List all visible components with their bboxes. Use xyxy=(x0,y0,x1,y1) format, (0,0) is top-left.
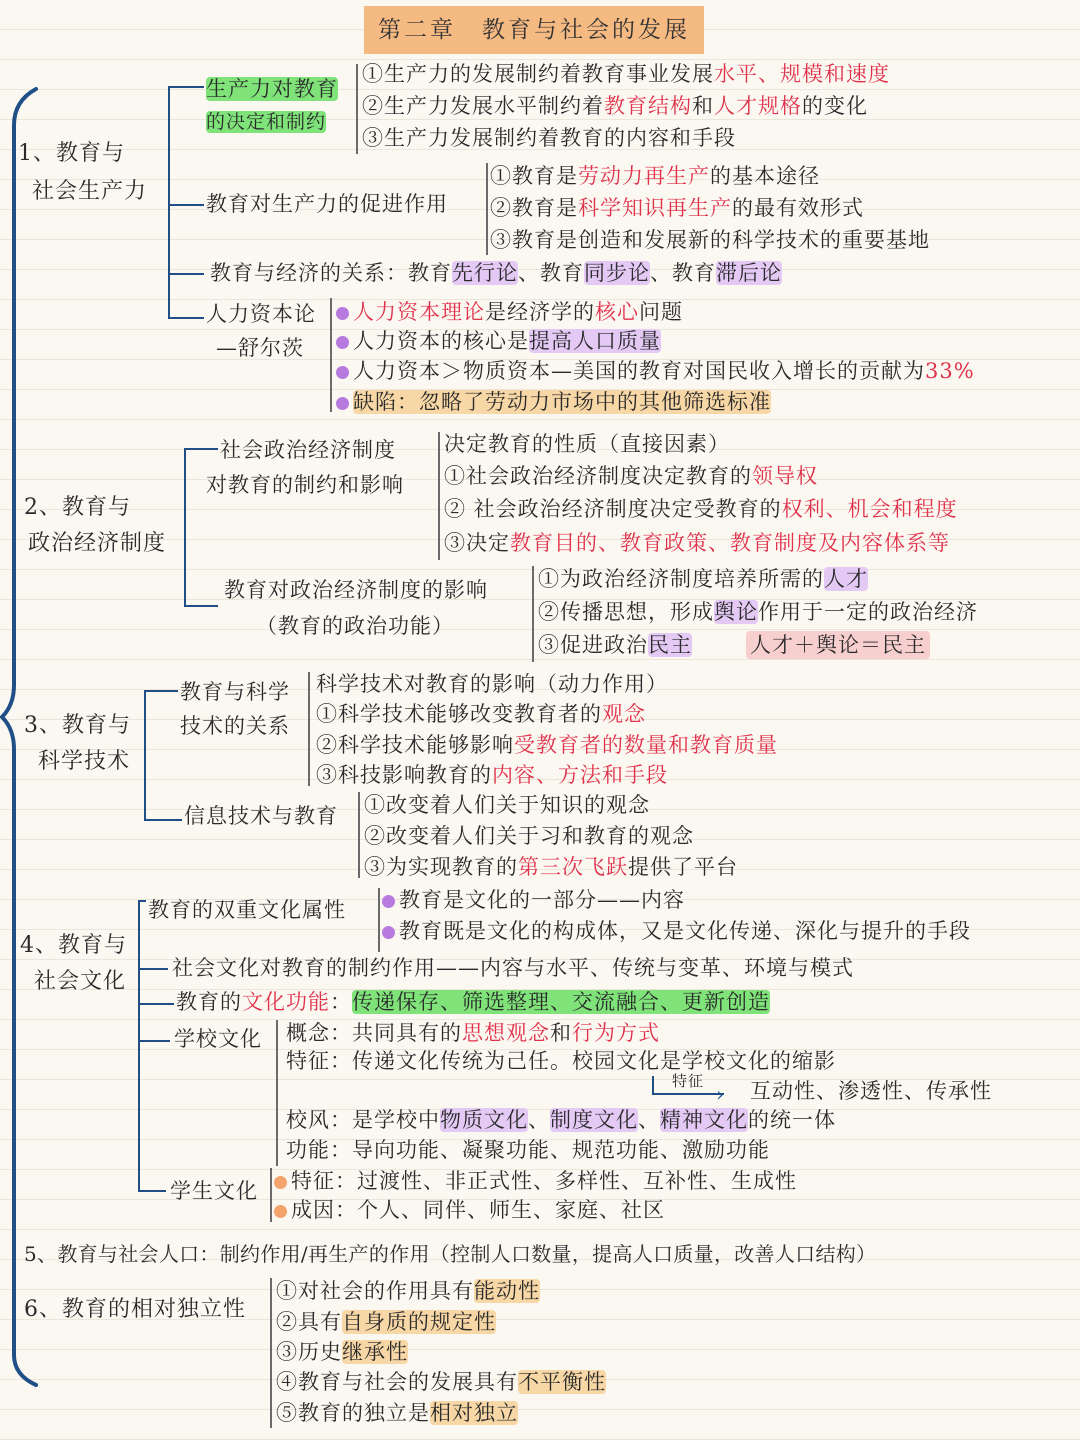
s1-b2: ②教育是科学知识再生产的最有效形式 xyxy=(490,196,864,220)
arrow-right-icon: › xyxy=(716,1082,725,1106)
s2-a-label-1: 社会政治经济制度 xyxy=(220,438,396,462)
s4-a-bar xyxy=(378,888,380,952)
s1-d-label-2: —舒尔茨 xyxy=(216,336,304,360)
s1-a3: ③生产力发展制约着教育的内容和手段 xyxy=(362,126,736,150)
s4-e-bar xyxy=(270,1168,272,1222)
s4-a2: 教育既是文化的构成体，又是文化传递、深化与提升的手段 xyxy=(382,917,971,945)
s3-a-bar xyxy=(308,672,310,786)
s3-branch-b xyxy=(144,819,182,821)
s4-branch-a xyxy=(138,900,146,902)
s4-a-label: 教育的双重文化属性 xyxy=(148,898,346,922)
bullet-dot-icon xyxy=(382,895,395,908)
s4-connector xyxy=(138,900,140,1192)
s2-b2: ②传播思想，形成舆论作用于一定的政治经济 xyxy=(538,600,978,624)
s2-a-bar xyxy=(438,432,440,560)
s3-b1: ①改变着人们关于知识的观念 xyxy=(364,793,650,817)
s3-b3: ③为实现教育的第三次飞跃提供了平台 xyxy=(364,855,738,879)
s1-b-bar xyxy=(486,163,488,255)
s1-d-bar xyxy=(330,298,332,412)
s2-a1: ①社会政治经济制度决定教育的领导权 xyxy=(444,464,818,488)
s1-a-label-2: 的决定和制约 xyxy=(206,111,327,133)
s4-d2-sub-label: 特征 xyxy=(672,1072,705,1090)
s1-d4: 缺陷：忽略了劳动力市场中的其他筛选标准 xyxy=(336,388,771,416)
s2-a2: ② 社会政治经济制度决定受教育的权利、机会和程度 xyxy=(444,497,958,521)
s3-heading-1: 3、教育与 xyxy=(24,713,131,738)
s1-connector xyxy=(168,86,170,318)
bullet-dot-icon xyxy=(336,307,349,320)
s2-heading-2: 政治经济制度 xyxy=(28,531,167,556)
s4-d2-sub-text: 互动性、渗透性、传承性 xyxy=(750,1079,992,1103)
s3-branch-a xyxy=(144,690,178,692)
s1-d1: 人力资本理论是经济学的核心问题 xyxy=(336,298,683,326)
s3-a1: ①科学技术能够改变教育者的观念 xyxy=(316,702,646,726)
s6-i3: ③历史继承性 xyxy=(276,1340,408,1364)
s1-b3: ③教育是创造和发展新的科学技术的重要基地 xyxy=(490,228,930,252)
bullet-dot-icon xyxy=(336,336,349,349)
s2-heading-1: 2、教育与 xyxy=(24,495,131,520)
s6-bar xyxy=(270,1278,272,1428)
bullet-dot-icon xyxy=(382,926,395,939)
s3-a2: ②科学技术能够影响受教育者的数量和教育质量 xyxy=(316,733,778,757)
s1-b-label: 教育对生产力的促进作用 xyxy=(206,192,448,216)
s4-d-label: 学校文化 xyxy=(174,1027,262,1051)
bullet-dot-icon xyxy=(336,366,349,379)
s2-a0: 决定教育的性质（直接因素） xyxy=(444,432,730,456)
s4-d4: 功能：导向功能、凝聚功能、规范功能、激励功能 xyxy=(286,1138,770,1162)
s5-text: 5、教育与社会人口：制约作用/再生产的作用（控制人口数量，提高人口质量，改善人口结构） xyxy=(24,1242,877,1266)
s6-i4: ④教育与社会的发展具有不平衡性 xyxy=(276,1370,606,1394)
s1-heading-1: 1、教育与 xyxy=(18,141,125,166)
s2-connector xyxy=(184,448,186,606)
s4-c: 教育的文化功能：传递保存、筛选整理、交流融合、更新创造 xyxy=(176,990,770,1014)
s6-heading: 6、教育的相对独立性 xyxy=(24,1297,246,1322)
s4-d-bar xyxy=(276,1020,278,1166)
s2-b-bar xyxy=(532,566,534,662)
s3-a-label-1: 教育与科学 xyxy=(180,680,290,704)
s1-a-label-1: 生产力对教育 xyxy=(206,77,338,101)
s1-a-bar xyxy=(356,64,358,154)
s1-branch-c xyxy=(168,273,204,275)
bullet-dot-icon xyxy=(274,1176,287,1189)
s2-branch-a xyxy=(184,448,218,450)
s2-b-label-2: （教育的政治功能） xyxy=(256,614,454,638)
s3-b-bar xyxy=(358,792,360,878)
bullet-dot-icon xyxy=(274,1205,287,1218)
s1-d3: 人力资本＞物质资本—美国的教育对国民收入增长的贡献为33% xyxy=(336,357,975,385)
s4-heading-2: 社会文化 xyxy=(34,969,127,994)
s3-heading-2: 科学技术 xyxy=(38,749,131,774)
s2-a-label-2: 对教育的制约和影响 xyxy=(206,473,404,497)
s1-branch-b xyxy=(168,204,204,206)
s1-branch-d xyxy=(168,317,204,319)
page-title: 第二章 教育与社会的发展 xyxy=(364,6,704,54)
s4-e2: 成因：个人、同伴、师生、家庭、社区 xyxy=(274,1196,665,1224)
s6-i2: ②具有自身质的规定性 xyxy=(276,1310,496,1334)
s1-heading-2: 社会生产力 xyxy=(32,179,148,204)
s4-branch-e xyxy=(138,1190,166,1192)
s4-d3: 校风：是学校中物质文化、制度文化、精神文化的统一体 xyxy=(286,1108,836,1132)
s1-c: 教育与经济的关系：教育先行论、教育同步论、教育滞后论 xyxy=(210,261,782,285)
s4-e-label: 学生文化 xyxy=(170,1179,258,1203)
s2-b-label-1: 教育对政治经济制度的影响 xyxy=(224,578,488,602)
s6-i1: ①对社会的作用具有能动性 xyxy=(276,1279,540,1303)
s1-a1: ①生产力的发展制约着教育事业发展水平、规模和速度 xyxy=(362,62,890,86)
s4-e1: 特征：过渡性、非正式性、多样性、互补性、生成性 xyxy=(274,1167,797,1195)
s2-a3: ③决定教育目的、教育政策、教育制度及内容体系等 xyxy=(444,531,950,555)
s2-b3-box: 人才＋舆论＝民主 xyxy=(746,631,930,659)
s1-d-label-1: 人力资本论 xyxy=(206,302,316,326)
s4-d2-sub-arrow-line xyxy=(652,1093,724,1095)
s1-d2: 人力资本的核心是提高人口质量 xyxy=(336,327,661,355)
s1-a2: ②生产力发展水平制约着教育结构和人才规格的变化 xyxy=(362,94,868,118)
s4-d2: 特征：传递文化传统为己任。校园文化是学校文化的缩影 xyxy=(286,1049,836,1073)
s4-branch-d xyxy=(138,1040,170,1042)
s2-b3: ③促进政治民主 xyxy=(538,633,692,657)
s3-a3: ③科技影响教育的内容、方法和手段 xyxy=(316,763,668,787)
s4-branch-c xyxy=(138,1003,174,1005)
s1-b1: ①教育是劳动力再生产的基本途径 xyxy=(490,164,820,188)
s4-a1: 教育是文化的一部分——内容 xyxy=(382,886,685,914)
s4-b: 社会文化对教育的制约作用——内容与水平、传统与变革、环境与模式 xyxy=(172,956,854,980)
s3-connector xyxy=(144,690,146,820)
s1-branch-a xyxy=(168,86,204,88)
s3-b-label: 信息技术与教育 xyxy=(184,804,338,828)
s2-branch-b xyxy=(184,605,218,607)
s2-b1: ①为政治经济制度培养所需的人才 xyxy=(538,567,868,591)
s4-d1: 概念：共同具有的思想观念和行为方式 xyxy=(286,1021,660,1045)
s4-heading-1: 4、教育与 xyxy=(20,933,127,958)
s3-b2: ②改变着人们关于习和教育的观念 xyxy=(364,824,694,848)
s3-a-label-2: 技术的关系 xyxy=(180,714,290,738)
s4-branch-b xyxy=(138,968,168,970)
s6-i5: ⑤教育的独立是相对独立 xyxy=(276,1401,518,1425)
bullet-dot-icon xyxy=(336,397,349,410)
s4-d2-sub-connector xyxy=(652,1076,654,1094)
s3-a0: 科学技术对教育的影响（动力作用） xyxy=(316,672,668,696)
